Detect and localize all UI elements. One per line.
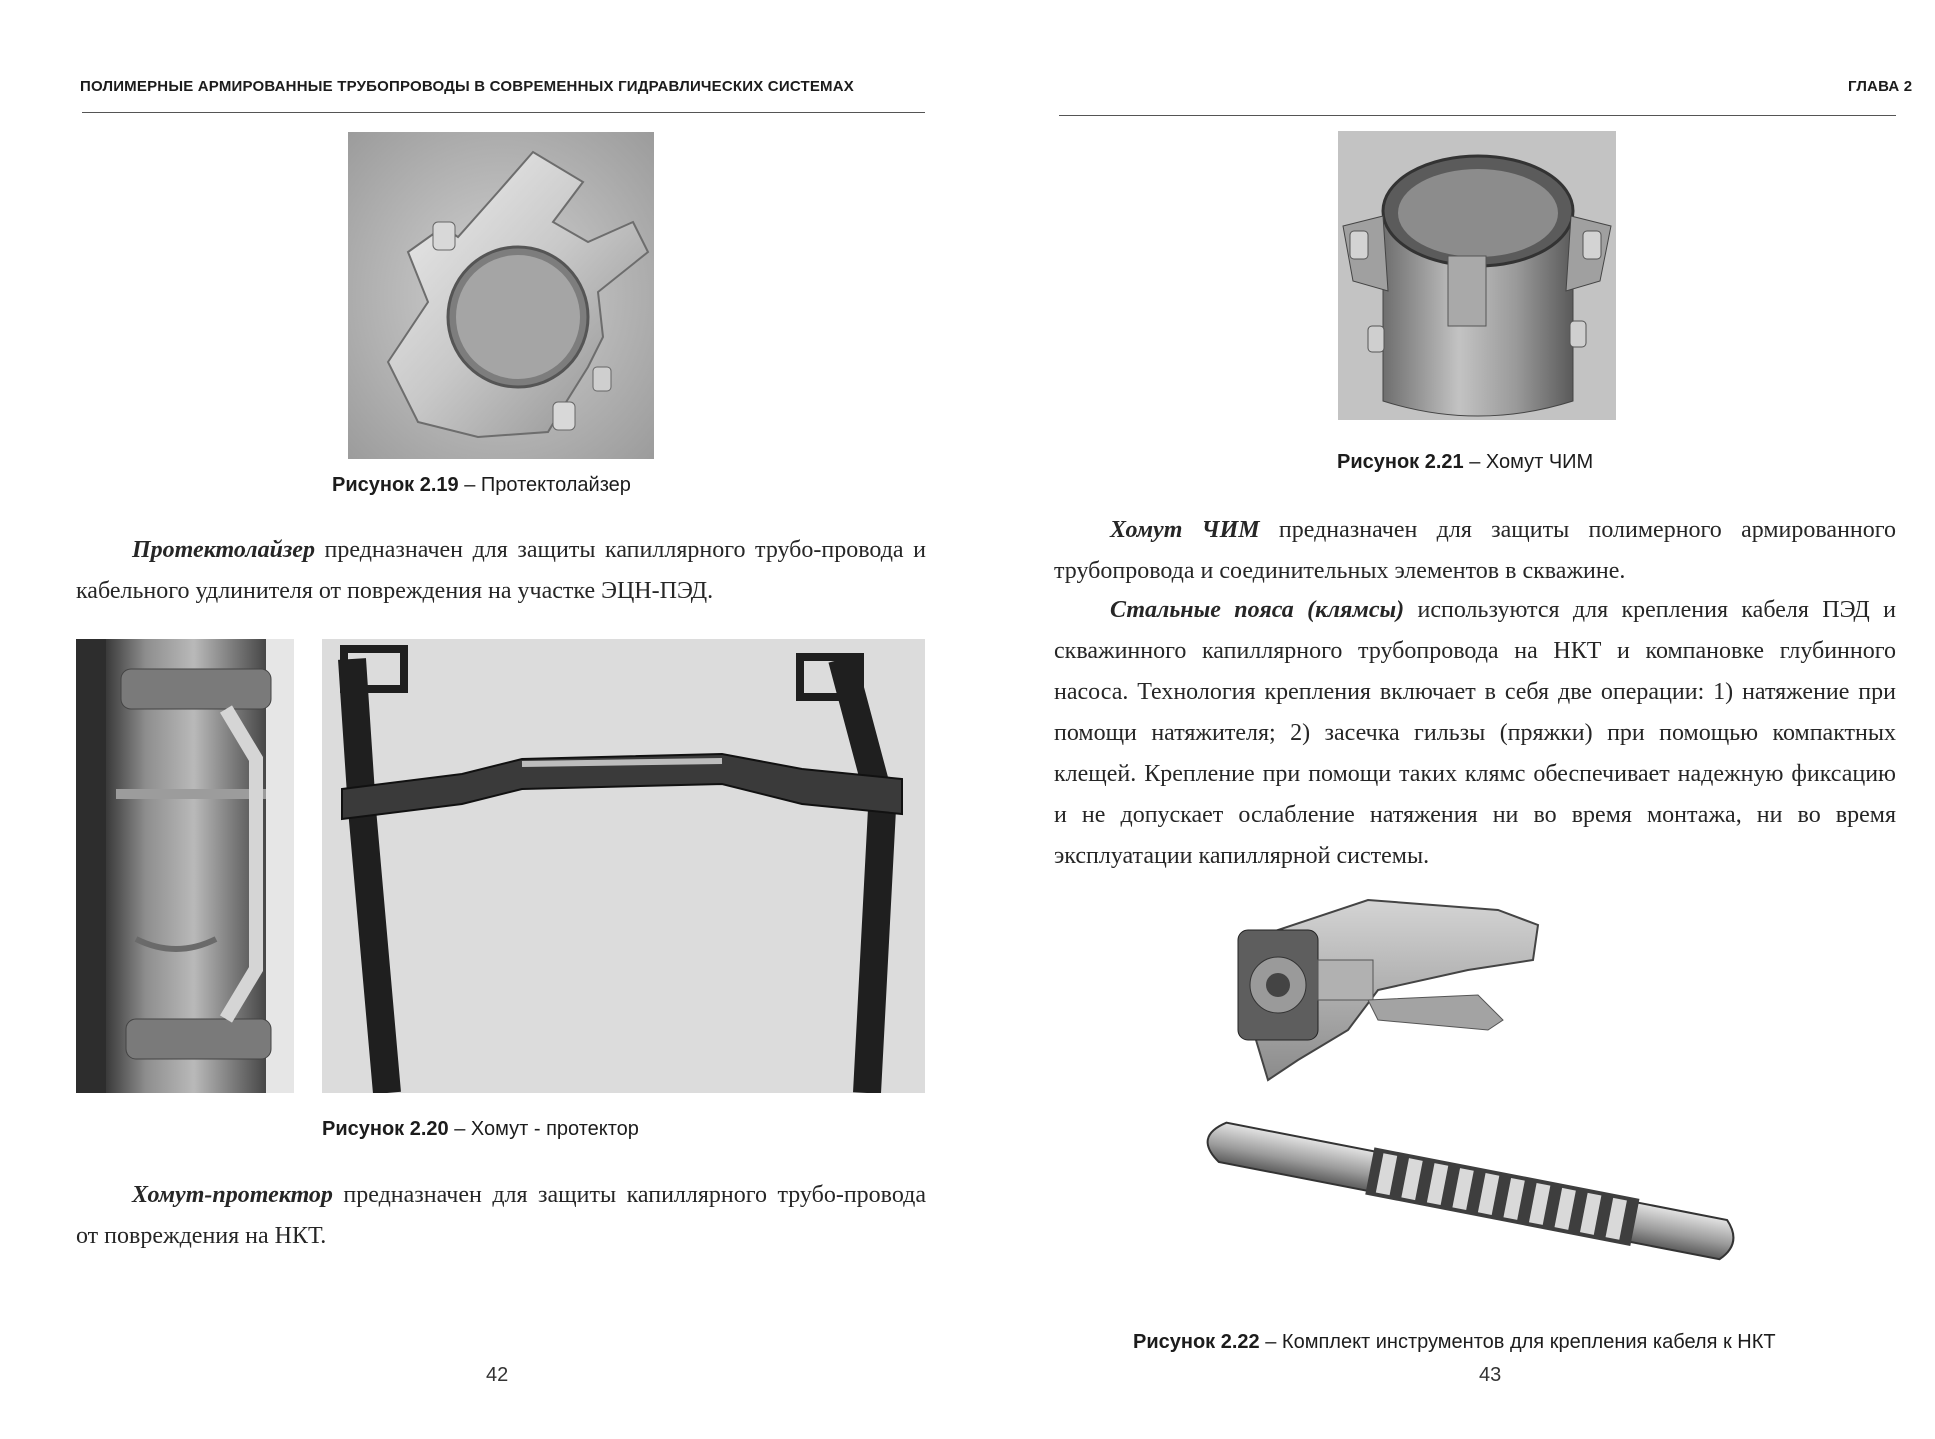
figure-2-20-title: Хомут - протектор — [470, 1118, 639, 1140]
figure-2-21-caption — [1337, 451, 1593, 474]
figure-2-22-caption — [1133, 1331, 1776, 1354]
page-number-left: 42 — [486, 1364, 509, 1386]
protectolizer-paragraph — [76, 530, 926, 612]
term-clamp-protector: Хомут-протектор — [132, 1182, 333, 1208]
chim-clamp-description: предназначен для защиты полимерного армированного трубопровода и соединительных элементов в скважине. — [1054, 517, 1896, 584]
term-chim-clamp: Хомут ЧИМ — [1110, 517, 1260, 543]
clamp-protector-paragraph — [76, 1175, 926, 1257]
steel-belts-description: используются для крепления кабеля ПЭД и скважинного капиллярного трубопровода на НКТ и компановке глубинного насоса. Технология крепления включает в себя две операции: 1) натяжение при помощи натяжителя; 2) засечка гильзы (пряжки) при помощью компактных клещей. Крепление при помощи таких клямс обеспечивает надежную фиксацию и не допускает ослабление натяжения ни во время монтажа, ни во время эксплуатации капиллярной системы. — [1054, 597, 1896, 869]
figure-2-19-label: Рисунок 2.19 — [332, 474, 459, 496]
protectolizer-description: предназначен для защиты капиллярного трубо-провода и кабельного удлинителя от повреждения на участке ЭЦН-ПЭД. — [76, 537, 926, 604]
chim-clamp-photo — [1338, 131, 1616, 420]
caption-dash: – — [1463, 451, 1486, 473]
figure-2-22-label: Рисунок 2.22 — [1133, 1331, 1260, 1353]
figure-2-21-label: Рисунок 2.21 — [1337, 451, 1464, 473]
clamp-protector-description: предназначен для защиты капиллярного трубо-провода от повреждения на НКТ. — [76, 1182, 926, 1249]
steel-belts-paragraph — [1054, 590, 1896, 877]
figure-2-21-title: Хомут ЧИМ — [1485, 451, 1594, 473]
running-header-right: ГЛАВА 2 — [1848, 78, 1913, 95]
header-rule-right — [1059, 115, 1896, 116]
figure-2-22-title: Комплект инструментов для крепления кабеля к НКТ — [1281, 1331, 1776, 1353]
figure-2-20-caption — [322, 1118, 639, 1141]
right-page — [968, 0, 1935, 1439]
clamp-protector-photo-front — [322, 639, 925, 1093]
term-steel-belts: Стальные пояса (клямсы) — [1110, 597, 1405, 623]
caption-dash: – — [458, 474, 481, 496]
chim-clamp-paragraph — [1054, 510, 1896, 592]
figure-2-19-title: Протектолайзер — [480, 474, 631, 496]
protectolizer-photo — [348, 132, 654, 459]
term-protectolizer: Протектолайзер — [132, 537, 315, 563]
running-header-left: ПОЛИМЕРНЫЕ АРМИРОВАННЫЕ ТРУБОПРОВОДЫ В СОВРЕМЕННЫХ ГИДРАВЛИЧЕСКИХ СИСТЕМАХ — [80, 78, 854, 95]
caption-dash: – — [448, 1118, 471, 1140]
tool-kit-photo — [1168, 880, 1798, 1280]
header-rule-left — [82, 112, 925, 113]
page-number-right: 43 — [1479, 1364, 1502, 1386]
figure-2-20-label: Рисунок 2.20 — [322, 1118, 449, 1140]
figure-2-19-caption — [332, 474, 631, 497]
caption-dash: – — [1259, 1331, 1282, 1353]
clamp-protector-photo-side — [76, 639, 294, 1093]
